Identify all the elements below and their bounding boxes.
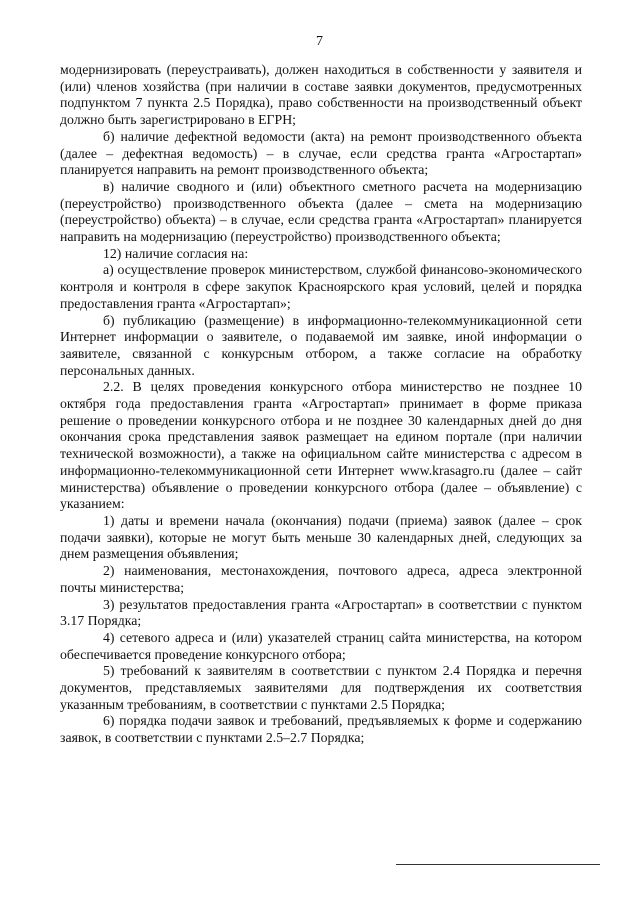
paragraph-continuation: модернизировать (переустраивать), должен находиться в собственности у заявителя и (или) членов хозяйства (при наличии в составе заявки документов, предусмотренных подпунктом 7 пункта 2.5 Порядка), право собственности на производственный объект должно быть зарегистрировано в ЕГРН; <box>60 62 582 128</box>
paragraph-consent-inspections: а) осуществление проверок министерством, службой финансово-экономического контроля и контроля в сфере закупок Красноярского края условий, целей и порядка предоставления гранта «Агростартап»; <box>60 262 582 311</box>
paragraph-section-2-2: 2.2. В целях проведения конкурсного отбора министерство не позднее 10 октября года предоставления гранта «Агростартап» принимает в форме приказа решение о проведении конкурсного отбора и не позднее 30 календарных дней до дня окончания срока представления заявок размещает на едином портале (при наличии технической возможности), а также на официальном сайте министерства с адресом в информационно-телекоммуникационной сети Интернет www.krasagro.ru (далее – сайт министерства) объявление о проведении конкурсного отбора (далее – объявление) с указанием: <box>60 379 582 512</box>
paragraph-consent-heading: 12) наличие согласия на: <box>103 245 249 261</box>
paragraph-item-1: 1) даты и времени начала (окончания) подачи (приема) заявок (далее – срок подачи заявки), которые не могут быть меньше 30 календарных дней, следующих за днем размещения объявления; <box>60 512 582 562</box>
document-body <box>60 62 582 747</box>
footer-rule <box>396 864 600 865</box>
paragraph-item-6: 6) порядка подачи заявок и требований, предъявляемых к форме и содержанию заявок, в соответствии с пунктами 2.5–2.7 Порядка; <box>60 713 582 746</box>
page-number: 7 <box>316 34 323 49</box>
paragraph-item-2: 2) наименования, местонахождения, почтового адреса, адреса электронной почты министерства; <box>60 563 582 595</box>
paragraph-item-3: 3) результатов предоставления гранта «Агростартап» в соответствии с пунктом 3.17 Порядка; <box>60 596 582 629</box>
paragraph-estimate: в) наличие сводного и (или) объектного сметного расчета на модернизацию (переустройство) производственного объекта (далее – смета на модернизацию (переустройство) объекта) – в случае, если средства гранта «Агростартап» планируется направить на модернизацию (переустройство) производственного объекта; <box>60 178 582 245</box>
paragraph-defect-statement: б) наличие дефектной ведомости (акта) на ремонт производственного объекта (далее – дефектная ведомость) – в случае, если средства гранта «Агростартап» планируется направить на ремонт производственного объекта; <box>60 128 582 178</box>
paragraph-consent-publication: б) публикацию (размещение) в информационно-телекоммуникационной сети Интернет информации о заявителе, о подаваемой им заявке, иной информации о заявителе, связанной с конкурсным отбором, а также согласие на обработку персональных данных. <box>60 312 582 378</box>
paragraph-item-5: 5) требований к заявителям в соответствии с пунктом 2.4 Порядка и перечня документов, представляемых заявителями для подтверждения их соответствия указанным требованиям, в соответствии с пунктами 2.5 Порядка; <box>60 663 582 712</box>
paragraph-item-4: 4) сетевого адреса и (или) указателей страниц сайта министерства, на котором обеспечивается проведение конкурсного отбора; <box>60 629 582 662</box>
